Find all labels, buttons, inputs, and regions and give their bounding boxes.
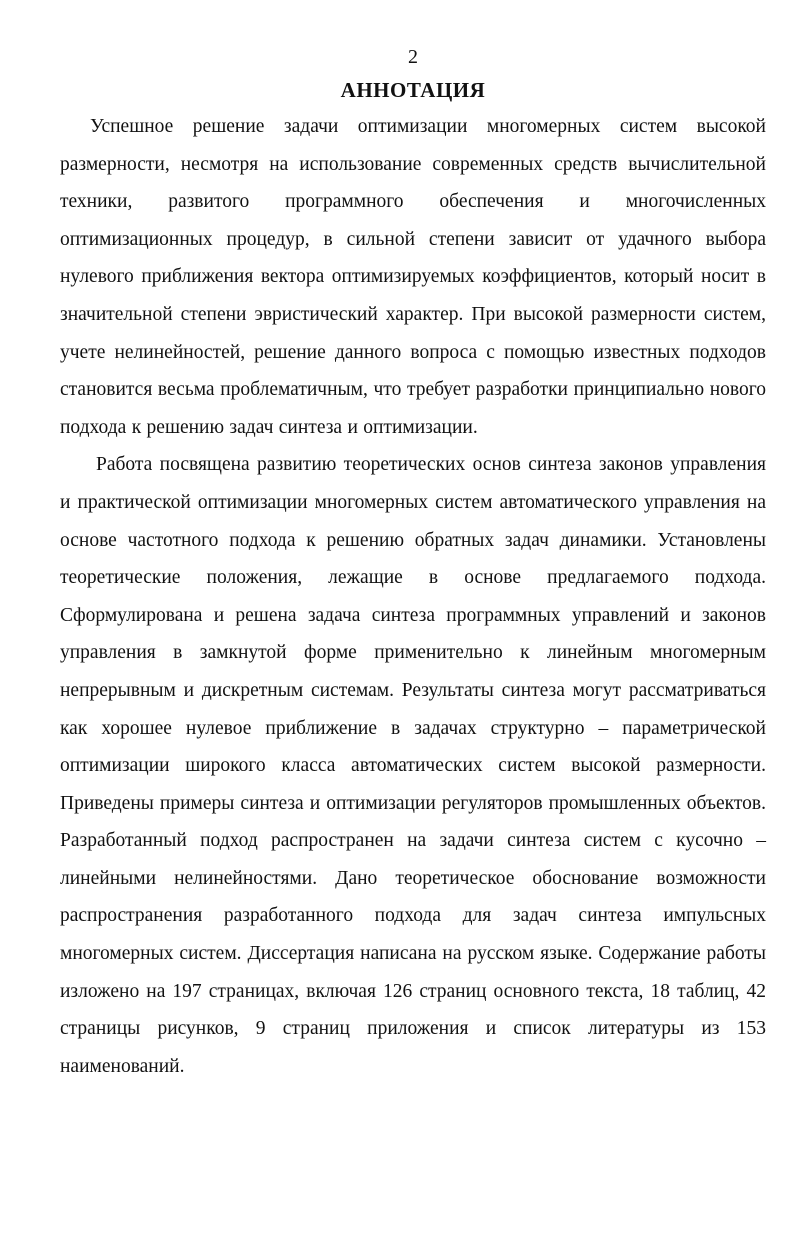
- page-title: АННОТАЦИЯ: [340, 78, 486, 102]
- page-number: 2: [408, 46, 418, 68]
- document-page: [60, 44, 766, 1085]
- paragraph-intro: Успешное решение задачи оптимизации многомерных систем высокой размерности, несмотря на использование современных средств вычислительной техники, развитого программного обеспечения и многочисленных оптимизационных процедур, в сильной степени зависит от удачного выбора нулевого приближения вектора оптимизируемых коэффициентов, который носит в значительной степени эвристический характер. При высокой размерности систем, учете нелинейностей, решение данного вопроса с помощью известных подходов становится весьма проблематичным, что требует разработки принципиально нового подхода к решению задач синтеза и оптимизации.: [60, 116, 766, 438]
- paragraph-work-summary: Работа посвящена развитию теоретических основ синтеза законов управления и практической оптимизации многомерных систем автоматического управления на основе частотного подхода к решению обратных задач динамики. Установлены теоретические положения, лежащие в основе предлагаемого подхода. Сформулирована и решена задача синтеза программных управлений и законов управления в замкнутой форме применительно к линейным многомерным непрерывным и дискретным системам. Результаты синтеза могут рассматриваться как хорошее нулевое приближение в задачах структурно – параметрической оптимизации широкого класса автоматических систем высокой размерности. Приведены примеры синтеза и оптимизации регуляторов промышленных объектов. Разработанный подход распространен на задачи синтеза систем с кусочно – линейными нелинейностями. Дано теоретическое обоснование возможности распространения разработанного подхода для задач синтеза импульсных многомерных систем. Диссертация написана на русском языке. Содержание работы изложено на 197 страницах, включая 126 страниц основного текста, 18 таблиц, 42 страницы рисунков, 9 страниц приложения и список литературы из 153 наименований.: [60, 454, 766, 1077]
